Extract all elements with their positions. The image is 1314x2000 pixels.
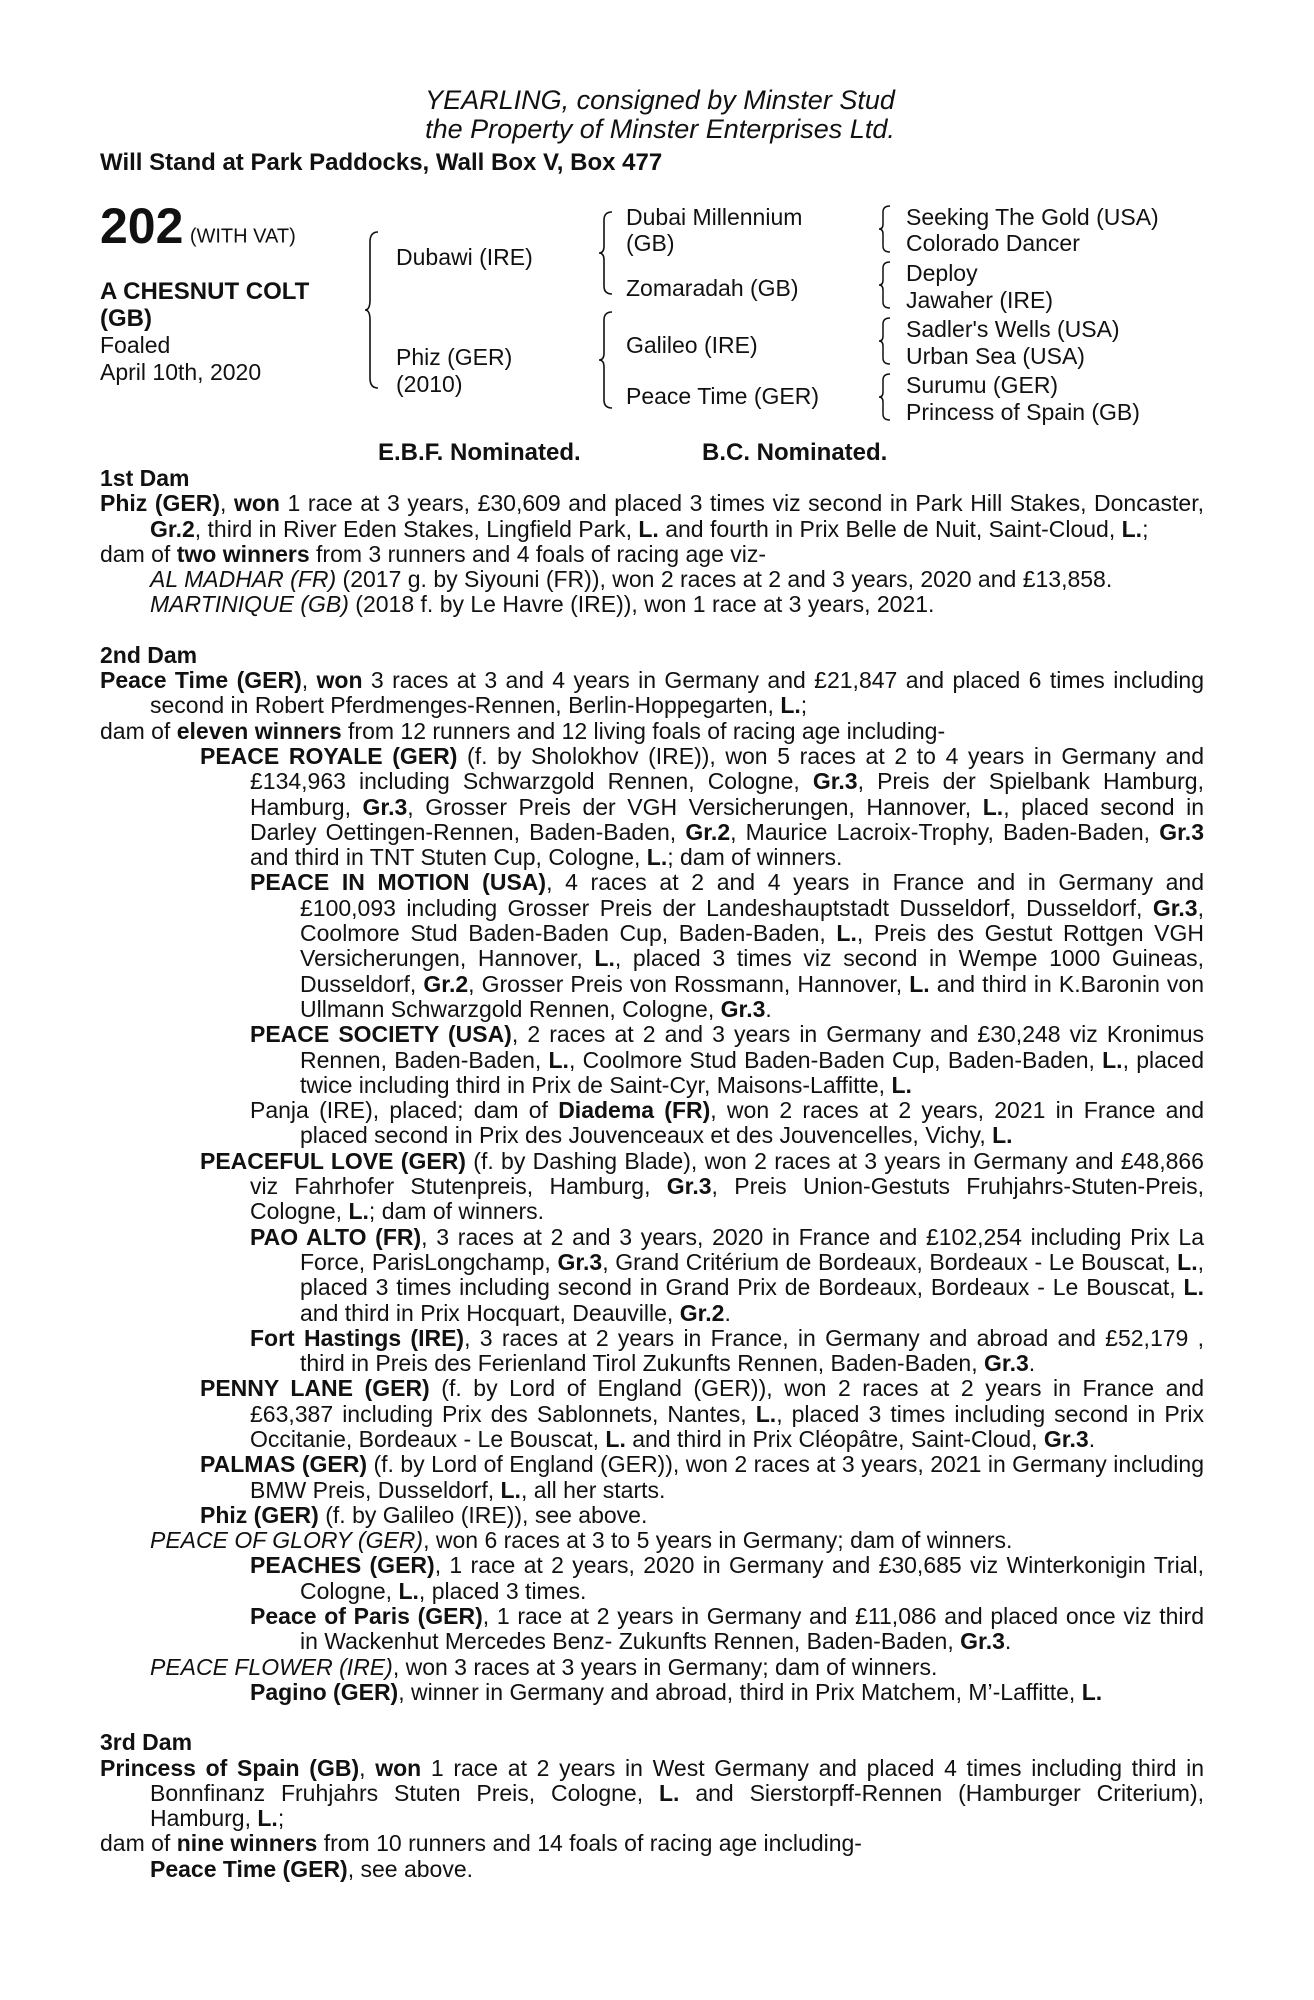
brace-g2 xyxy=(878,260,892,310)
third-dam-heading: 3rd Dam xyxy=(100,1729,193,1756)
list-item: PEACEFUL LOVE (GER) (f. by Dashing Blade), won 2 races at 3 years in Germany and £48,866 viz Fahrhofer Stutenpreis, Hamburg, Gr.3, Preis Union-Gestuts Fruhjahrs-Stuten-Preis, Cologne, L.; dam of winners. xyxy=(200,1147,1205,1225)
second-dam-record: Peace Time (GER), won 3 races at 3 and 4 years in Germany and £21,847 and placed 6 times including second in Robert Pferdmenges-Rennen, Berlin-Hoppegarten, L.; xyxy=(100,667,1204,719)
lot-description: A CHESNUT COLT xyxy=(100,278,310,305)
list-item: PALMAS (GER) (f. by Lord of England (GER)), won 2 races at 3 years, 2021 in Germany including BMW Preis, Dusseldorf, L., all her starts. xyxy=(200,1451,1205,1503)
pedigree-sire-sire-country: (GB) xyxy=(626,230,675,256)
brace-g1 xyxy=(878,204,892,254)
list-item: PEACE SOCIETY (USA), 2 races at 2 and 3 years in Germany and £30,248 viz Kronimus Rennen, Baden-Baden, L., Coolmore Stud Baden-Baden Cup, Baden-Baden, L., placed twice including third in Prix de Saint-Cyr, Maisons-Laffitte, L. xyxy=(250,1021,1204,1098)
pedigree-sss: Seeking The Gold (USA) xyxy=(906,204,1159,230)
list-item: PEACE OF GLORY (GER), won 6 races at 3 to 5 years in Germany; dam of winners. xyxy=(150,1527,1013,1554)
bc-nomination: B.C. Nominated. xyxy=(702,439,888,466)
pedigree-dam-year: (2010) xyxy=(396,371,463,397)
pedigree-dam-sire: Galileo (IRE) xyxy=(626,332,758,358)
list-item: PEACE ROYALE (GER) (f. by Sholokhov (IRE)), won 5 races at 2 to 4 years in Germany and £134,963 including Schwarzgold Rennen, Cologne, Gr.3, Preis der Spielbank Hamburg, Hamburg, Gr.3, Grosser Preis der VGH Versicherungen, Hannover, L., placed second in Darley Oettingen-Rennen, Baden-Baden, Gr.2, Maurice Lacroix-Trophy, Baden-Baden, Gr.3 and third in TNT Stuten Cup, Cologne, L.; dam of winners. xyxy=(200,742,1205,871)
consignment-title: YEARLING, consigned by Minster Stud xyxy=(425,85,895,115)
list-item: PEACE FLOWER (IRE), won 3 races at 3 years in Germany; dam of winners. xyxy=(150,1653,938,1680)
list-item: MARTINIQUE (GB) (2018 f. by Le Havre (IRE)), won 1 race at 3 years, 2021. xyxy=(150,591,935,618)
pedigree-sdd: Jawaher (IRE) xyxy=(906,287,1053,313)
second-dam-heading: 2nd Dam xyxy=(100,641,198,668)
list-item: PENNY LANE (GER) (f. by Lord of England (GER)), won 2 races at 2 years in France and £63,387 including Prix des Sablonnets, Nantes, L., placed 3 times including second in Prix Occitanie, Bordeaux - Le Bouscat, L. and third in Prix Cléopâtre, Saint-Cloud, Gr.3. xyxy=(200,1375,1204,1452)
list-item: Pagino (GER), winner in Germany and abroad, third in Prix Matchem, M’-Laffitte, L. xyxy=(250,1678,1103,1705)
list-item: Peace of Paris (GER), 1 race at 2 years in Germany and £11,086 and placed once viz third in Wackenhut Mercedes Benz- Zukunfts Rennen, Baden-Baden, Gr.3. xyxy=(250,1603,1204,1655)
list-item: Fort Hastings (IRE), 3 races at 2 years in France, in Germany and abroad and £52,179 , third in Preis des Ferienland Tirol Zukunfts Rennen, Baden-Baden, Gr.3. xyxy=(250,1324,1204,1377)
ebf-nomination: E.B.F. Nominated. xyxy=(378,439,581,466)
lot-description-country: (GB) xyxy=(100,305,152,332)
third-dam-record: Princess of Spain (GB), won 1 race at 2 years in West Germany and placed 4 times including third in Bonnfinanz Fruhjahrs Stuten Preis, Cologne, L. and Sierstorpff-Rennen (Hamburger Criterium), Hamburg, L.; xyxy=(100,1754,1205,1832)
first-dam-produce: dam of two winners from 3 runners and 4 foals of racing age viz- xyxy=(100,540,767,567)
lot-number: 202 xyxy=(100,198,184,254)
brace-sire-dam xyxy=(364,230,380,390)
pedigree-sire-dam: Zomaradah (GB) xyxy=(626,275,799,301)
brace-sire-line xyxy=(598,210,614,296)
stall-location: Will Stand at Park Paddocks, Wall Box V, Box 477 xyxy=(100,149,663,176)
lot-vat: (WITH VAT) xyxy=(189,225,296,248)
foaled-date: April 10th, 2020 xyxy=(100,359,262,385)
list-item: PEACHES (GER), 1 race at 2 years, 2020 in Germany and £30,685 viz Winterkonigin Trial, Cologne, L., placed 3 times. xyxy=(250,1552,1204,1604)
list-item: PEACE IN MOTION (USA), 4 races at 2 and 4 years in France and in Germany and £100,093 including Grosser Preis der Landeshauptstadt Dusseldorf, Dusseldorf, Gr.3, Coolmore Stud Baden-Baden Cup, Baden-Baden, L., Preis des Gestut Rottgen VGH Versicherungen, Hannover, L., placed 3 times viz second in Wempe 1000 Guineas, Dusseldorf, Gr.2, Grosser Preis von Rossmann, Hannover, L. and third in K.Baronin von Ullmann Schwarzgold Rennen, Cologne, Gr.3. xyxy=(250,869,1205,1022)
consignment-owner: the Property of Minster Enterprises Ltd. xyxy=(425,114,895,144)
pedigree-sire: Dubawi (IRE) xyxy=(396,244,533,270)
foaled-label: Foaled xyxy=(100,332,171,358)
pedigree-ssd: Colorado Dancer xyxy=(906,230,1080,256)
pedigree-dam: Phiz (GER) xyxy=(396,344,513,370)
pedigree-sire-sire: Dubai Millennium xyxy=(626,204,803,230)
pedigree-dsd: Urban Sea (USA) xyxy=(906,343,1085,369)
brace-g4 xyxy=(878,372,892,422)
lot-block xyxy=(100,200,360,386)
brace-dam-line xyxy=(598,310,614,410)
list-item: Peace Time (GER), see above. xyxy=(150,1855,474,1882)
pedigree-ddd: Princess of Spain (GB) xyxy=(906,399,1140,425)
second-dam-produce: dam of eleven winners from 12 runners and 12 living foals of racing age including- xyxy=(100,717,946,744)
brace-g3 xyxy=(878,316,892,366)
first-dam-heading: 1st Dam xyxy=(100,465,190,491)
list-item: PAO ALTO (FR), 3 races at 2 and 3 years, 2020 in France and £102,254 including Prix La Force, ParisLongchamp, Gr.3, Grand Critérium de Bordeaux, Bordeaux - Le Bouscat, L., placed 3 times including second in Grand Prix de Bordeaux, Bordeaux - Le Bouscat, L. and third in Prix Hocquart, Deauville, Gr.2. xyxy=(250,1223,1205,1326)
third-dam-produce: dam of nine winners from 10 runners and 14 foals of racing age including- xyxy=(100,1830,862,1857)
list-item: Phiz (GER) (f. by Galileo (IRE)), see above. xyxy=(200,1501,648,1528)
catalogue-body xyxy=(100,466,1204,1882)
list-item: Panja (IRE), placed; dam of Diadema (FR), won 2 races at 2 years, 2021 in France and placed second in Prix des Jouvenceaux et des Jouvencelles, Vichy, L. xyxy=(250,1097,1204,1149)
pedigree-sds: Deploy xyxy=(906,260,978,286)
pedigree-dam-dam: Peace Time (GER) xyxy=(626,383,819,409)
pedigree-dss: Sadler's Wells (USA) xyxy=(906,316,1120,342)
list-item: AL MADHAR (FR) (2017 g. by Siyouni (FR)), won 2 races at 2 and 3 years, 2020 and £13,858. xyxy=(150,566,1113,593)
pedigree-dds: Surumu (GER) xyxy=(906,372,1059,398)
first-dam-record: Phiz (GER), won 1 race at 3 years, £30,609 and placed 3 times viz second in Park Hill Stakes, Doncaster, Gr.2, third in River Eden Stakes, Lingfield Park, L. and fourth in Prix Belle de Nuit, Saint-Cloud, L.; xyxy=(100,490,1204,542)
